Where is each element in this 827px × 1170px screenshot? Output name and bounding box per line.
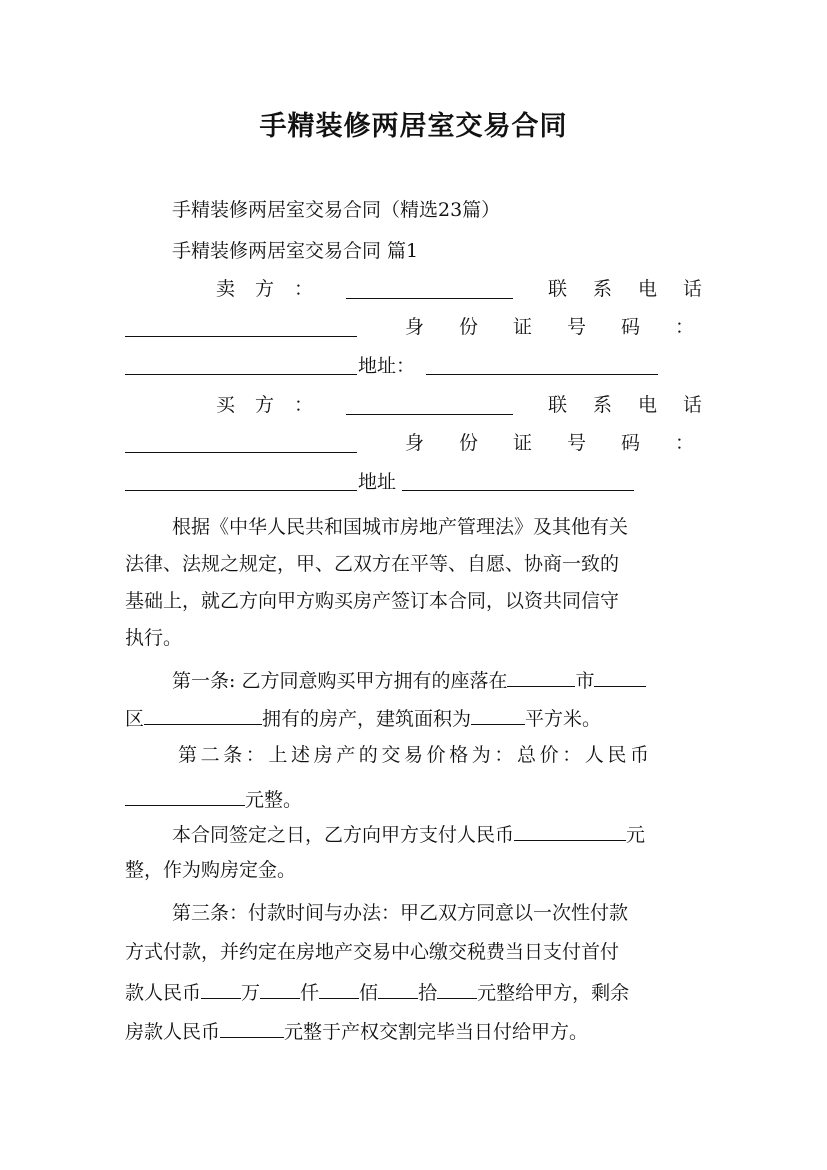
buyer-id-label: 身份证号码：	[405, 432, 730, 454]
article3-line-2: 方式付款，并约定在房地产交易中心缴交税费当日支付首付	[125, 941, 620, 963]
article3-line-1: 第三条：付款时间与办法：甲乙双方同意以一次性付款	[172, 902, 629, 924]
payment-text-a: 款人民币	[125, 982, 202, 1004]
buyer-name-blank	[346, 394, 513, 415]
seller-label: 卖方：	[216, 278, 334, 300]
article3-line-3	[125, 978, 629, 1006]
buyer-address-blank	[402, 470, 634, 491]
seller-id-label: 身份证号码：	[405, 316, 730, 338]
article3-line-4	[125, 1017, 588, 1045]
bai-label: 佰	[359, 982, 379, 1004]
buyer-phone-label: 联系电话	[548, 394, 729, 416]
article1-text-d: 拥有的房产，建筑面积为	[262, 708, 472, 730]
payment-text-b: 元整给甲方，剩余	[477, 982, 630, 1004]
bai-blank	[319, 978, 359, 999]
buyer-id-blank	[125, 470, 357, 491]
preamble-line-1: 根据《中华人民共和国城市房地产管理法》及其他有关	[172, 516, 629, 538]
article2-line-1: 第二条：上述房产的交易价格为：总价：人民币	[178, 744, 653, 766]
article1-text-e: 平方米。	[525, 708, 602, 730]
seller-phone-label: 联系电话	[548, 278, 729, 300]
deposit-text-b: 元	[626, 824, 646, 846]
wan-blank	[201, 978, 241, 999]
seller-phone-blank	[125, 316, 357, 337]
qian-blank	[260, 978, 300, 999]
deposit-text-a: 本合同签定之日，乙方向甲方支付人民币	[172, 824, 515, 846]
city-blank-2	[594, 666, 646, 687]
city-blank	[507, 666, 575, 687]
shi-blank	[378, 978, 418, 999]
subtitle-collection: 手精装修两居室交易合同（精选23篇）	[172, 199, 501, 221]
yuan-blank	[437, 978, 477, 999]
article1-text-a: 第一条: 乙方同意购买甲方拥有的座落在	[172, 670, 508, 692]
wan-label: 万	[241, 982, 261, 1004]
seller-name-blank	[346, 278, 513, 299]
seller-address-label: 地址：	[358, 355, 416, 377]
article2-line-2	[125, 785, 302, 813]
preamble-line-4: 执行。	[125, 627, 183, 649]
document-title: 手精装修两居室交易合同	[259, 111, 568, 142]
area-blank	[471, 704, 525, 725]
article1-text-b: 市	[575, 670, 595, 692]
qian-label: 仟	[300, 982, 320, 1004]
article1-line-2	[125, 704, 601, 732]
buyer-address-label: 地址	[358, 471, 397, 493]
shi-label: 拾	[418, 982, 438, 1004]
buyer-label: 买方：	[216, 394, 334, 416]
preamble-line-2: 法律、法规之规定，甲、乙双方在平等、自愿、协商一致的	[125, 553, 620, 575]
deposit-blank	[514, 820, 626, 841]
seller-address-blank	[426, 354, 658, 375]
remain-blank	[220, 1017, 284, 1038]
deposit-line-2: 整，作为购房定金。	[125, 859, 297, 881]
subtitle-article: 手精装修两居室交易合同 篇1	[172, 240, 419, 262]
preamble-line-3: 基础上，就乙方向甲方购买房产签订本合同，以资共同信守	[125, 590, 620, 612]
remain-text-a: 房款人民币	[125, 1021, 221, 1043]
buyer-phone-blank	[125, 432, 357, 453]
article1-text-c: 区	[125, 708, 145, 730]
article2-text-b: 元整。	[245, 789, 303, 811]
article1-line-1	[172, 666, 646, 694]
remain-text-b: 元整于产权交割完毕当日付给甲方。	[284, 1021, 589, 1043]
deposit-line-1	[172, 820, 645, 848]
seller-id-blank	[125, 354, 357, 375]
price-blank	[125, 785, 245, 806]
district-blank	[144, 704, 262, 725]
